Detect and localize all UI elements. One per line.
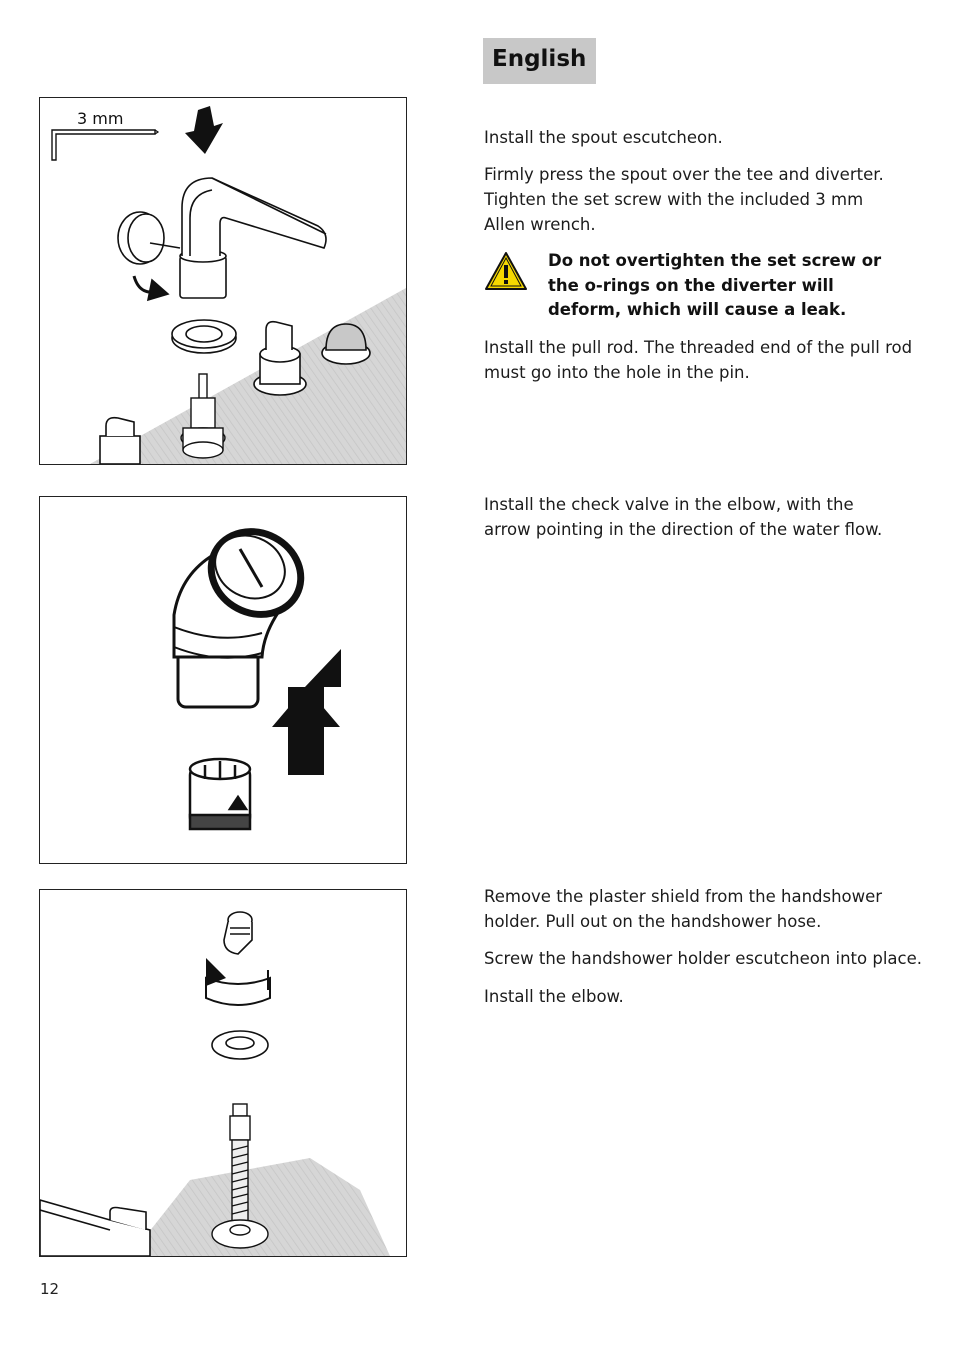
warning-triangle-icon: [484, 251, 528, 291]
install-escutcheon-text: Install the spout escutcheon.: [484, 128, 723, 147]
handshower-holder-illustration: [40, 890, 406, 1256]
press-spout-text: Firmly press the spout over the tee and diverter. Tighten the set screw with the included 3 mm Allen wrench.: [484, 165, 884, 234]
spout-icon: [180, 178, 326, 298]
left-valve-handle-icon: [100, 418, 140, 464]
language-tab: English: [483, 38, 596, 84]
pull-rod-text: Install the pull rod. The threaded end of the pull rod must go into the hole in the pin.: [484, 338, 913, 382]
escutcheon-ring-icon: [212, 1031, 268, 1059]
allen-wrench-label: 3 mm: [77, 109, 124, 128]
handle-rotation-icon: [118, 212, 180, 300]
down-arrow-icon: [185, 106, 223, 154]
install-elbow-text: Install the elbow.: [484, 987, 624, 1006]
handshower-holder-figure: [39, 889, 407, 1257]
screw-holder-text: Screw the handshower holder escutcheon into place.: [484, 949, 923, 968]
rotation-arrow-icon: [206, 958, 270, 1005]
page-number: 12: [40, 1280, 60, 1298]
warning-text: Do not overtighten the set screw or the o-rings on the diverter will deform, which will cause a leak.: [548, 251, 882, 319]
valve-handle-icon: [254, 322, 306, 395]
check-valve-cartridge-icon: [190, 759, 250, 829]
check-valve-illustration: [40, 497, 406, 863]
check-valve-text: Install the check valve in the elbow, with the arrow pointing in the direction of the water flow.: [484, 495, 883, 539]
remove-shield-text: Remove the plaster shield from the handshower holder. Pull out on the handshower hose.: [484, 887, 883, 931]
overtighten-warning: [484, 249, 904, 325]
flow-direction-arrow-icon: [272, 649, 341, 775]
elbow-fitting-icon: [174, 516, 315, 707]
spout-installation-illustration: [40, 98, 406, 464]
spout-icon: [40, 1200, 150, 1256]
check-valve-figure: [39, 496, 407, 864]
allen-wrench-icon: [52, 130, 158, 160]
spout-installation-figure: [39, 97, 407, 465]
elbow-fitting-icon: [224, 912, 252, 954]
escutcheon-ring-icon: [172, 320, 236, 353]
